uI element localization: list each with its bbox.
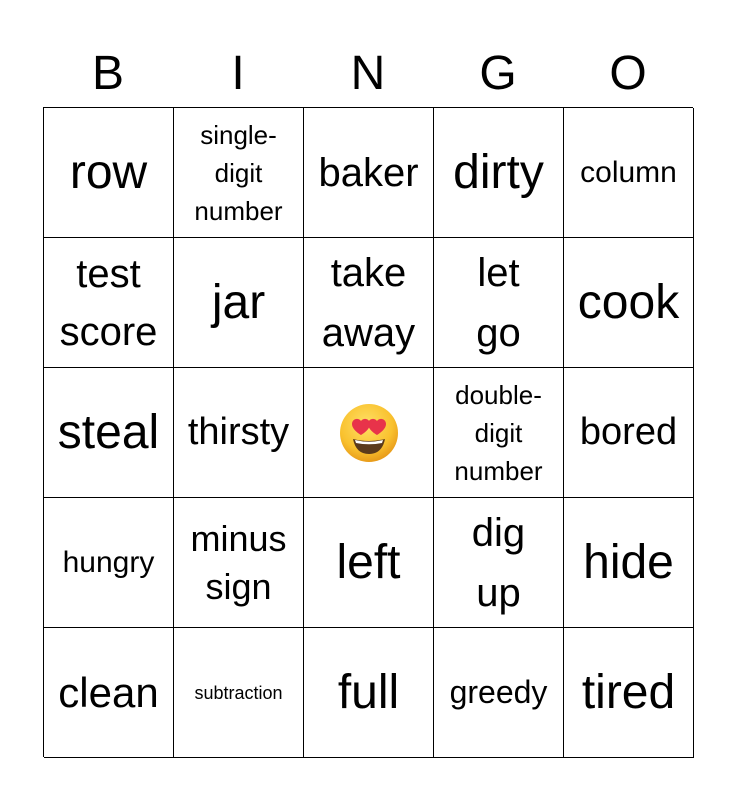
bingo-cell[interactable] xyxy=(44,108,174,238)
cell-label: tired xyxy=(581,665,676,719)
bingo-cell[interactable] xyxy=(304,628,434,758)
cell-label: row xyxy=(69,145,148,199)
cell-label: subtraction xyxy=(194,682,283,703)
cell-label: hide xyxy=(583,535,674,589)
bingo-cell[interactable] xyxy=(44,498,174,628)
bingo-cell[interactable] xyxy=(44,628,174,758)
cell-label: greedy xyxy=(449,674,548,710)
cell-label: double-digit number xyxy=(454,379,543,486)
bingo-cell[interactable] xyxy=(434,108,564,238)
free-space[interactable] xyxy=(304,368,434,498)
cell-label: bored xyxy=(579,411,678,453)
header-letter-i: I xyxy=(231,47,245,100)
cell-label: column xyxy=(580,155,677,189)
cell-label: steal xyxy=(57,405,160,459)
bingo-cell[interactable] xyxy=(174,368,304,498)
header-letter-n: N xyxy=(350,47,386,100)
bingo-cell[interactable] xyxy=(434,628,564,758)
bingo-cell[interactable] xyxy=(564,628,694,758)
cell-label: dig up xyxy=(471,510,526,615)
cell-label: jar xyxy=(211,275,266,329)
bingo-cell[interactable] xyxy=(44,238,174,368)
bingo-cell[interactable] xyxy=(564,498,694,628)
bingo-cell[interactable] xyxy=(304,498,434,628)
bingo-cell[interactable] xyxy=(174,238,304,368)
bingo-cell[interactable] xyxy=(564,368,694,498)
bingo-cell[interactable] xyxy=(564,108,694,238)
cell-label: single-digit number xyxy=(194,119,283,226)
header-letter-g: G xyxy=(479,47,517,100)
bingo-cell[interactable] xyxy=(174,108,304,238)
bingo-cell[interactable] xyxy=(434,238,564,368)
bingo-cell[interactable] xyxy=(44,368,174,498)
cell-label: dirty xyxy=(453,145,544,199)
bingo-cell[interactable] xyxy=(304,108,434,238)
cell-label: full xyxy=(337,665,400,719)
bingo-cell[interactable] xyxy=(434,498,564,628)
cell-label: test score xyxy=(59,251,158,354)
bingo-cell[interactable] xyxy=(174,498,304,628)
cell-label: cook xyxy=(577,275,680,329)
cell-label: let go xyxy=(476,250,521,355)
cell-label: left xyxy=(336,535,401,589)
cell-label: baker xyxy=(318,150,419,195)
header-letter-b: B xyxy=(91,47,124,100)
bingo-header xyxy=(43,44,693,104)
cell-label: minus sign xyxy=(190,517,287,607)
heart-eyes-emoji-icon xyxy=(338,402,400,464)
bingo-cell[interactable] xyxy=(564,238,694,368)
bingo-board xyxy=(43,107,693,757)
header-letter-o: O xyxy=(609,47,647,100)
bingo-cell[interactable] xyxy=(434,368,564,498)
cell-label: hungry xyxy=(62,545,155,579)
cell-label: thirsty xyxy=(187,411,290,453)
bingo-cell[interactable] xyxy=(174,628,304,758)
cell-label: take away xyxy=(321,250,416,355)
bingo-cell[interactable] xyxy=(304,238,434,368)
cell-label: clean xyxy=(58,668,159,716)
